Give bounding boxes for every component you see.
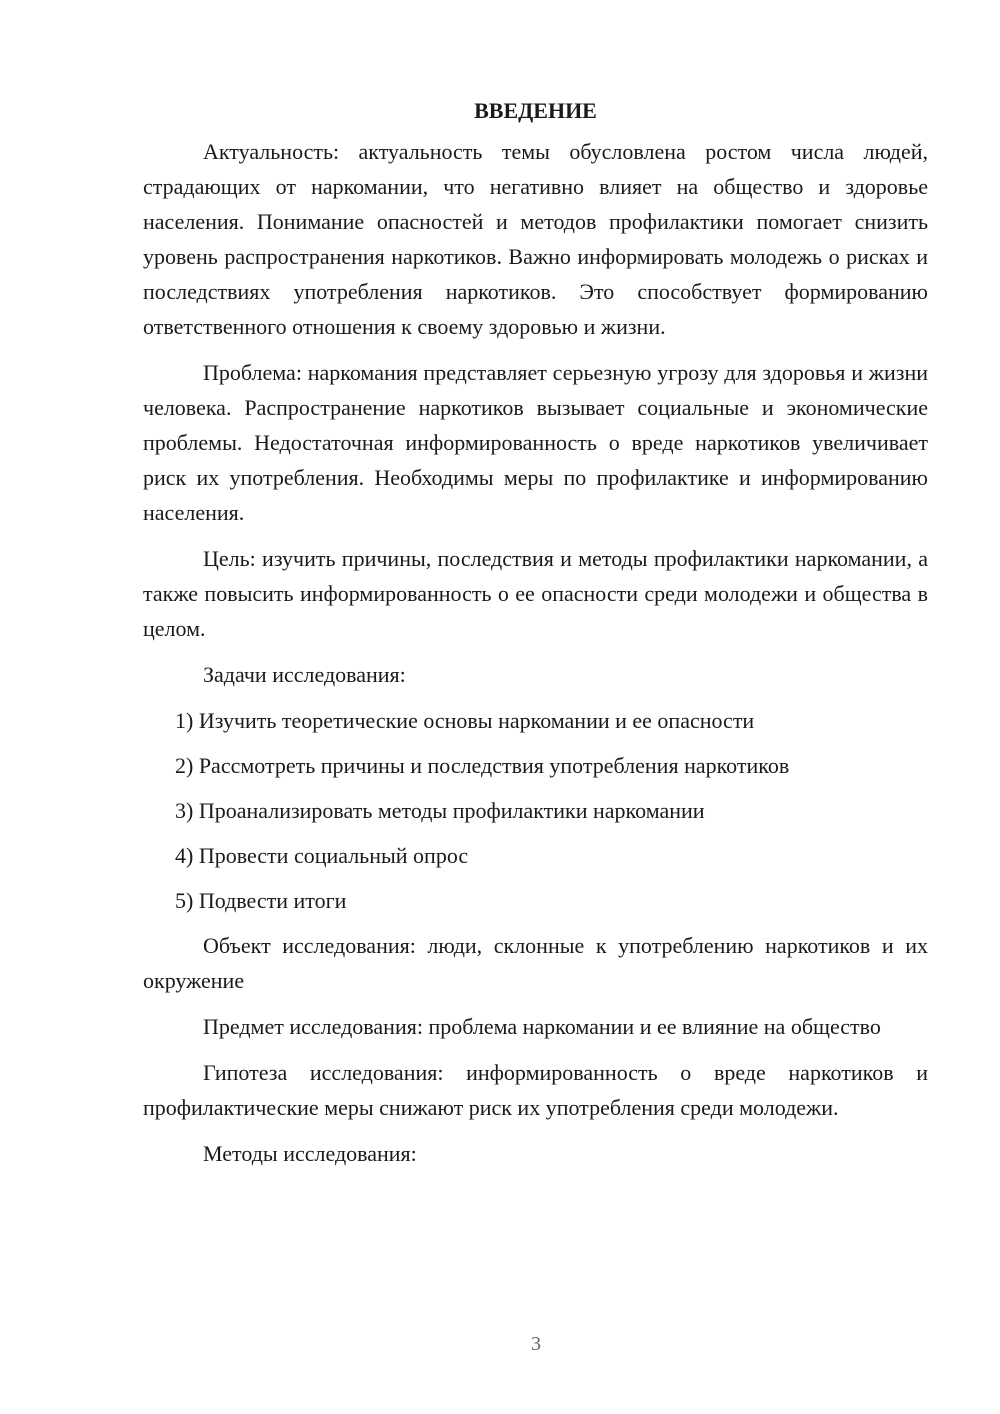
methods-heading: Методы исследования:: [203, 1141, 417, 1166]
problem-paragraph: Проблема: наркомания представляет серьезную угрозу для здоровья и жизни человека. Распространение наркотиков вызывает социальные и экономические проблемы. Недостаточная информированность о вреде наркотиков увеличивает риск их употребления. Необходимы меры по профилактике и информированию населения.: [143, 360, 928, 525]
list-item: 1) Изучить теоретические основы наркомании и ее опасности: [175, 708, 755, 733]
list-item: 3) Проанализировать методы профилактики наркомании: [175, 798, 705, 823]
section-title: ВВЕДЕНИЕ: [474, 98, 597, 123]
document-page: [143, 96, 928, 1182]
goal-paragraph: Цель: изучить причины, последствия и методы профилактики наркомании, а также повысить информированность о ее опасности среди молодежи и общества в целом.: [143, 546, 928, 641]
list-item: 2) Рассмотреть причины и последствия употребления наркотиков: [175, 753, 790, 778]
subject-paragraph: Предмет исследования: проблема наркомании и ее влияние на общество: [203, 1014, 881, 1039]
tasks-list: [143, 703, 928, 918]
hypothesis-paragraph: Гипотеза исследования: информированность о вреде наркотиков и профилактические меры снижают риск их употребления среди молодежи.: [143, 1060, 928, 1120]
page-number: 3: [531, 1333, 541, 1355]
list-item: 5) Подвести итоги: [175, 888, 347, 913]
tasks-heading: Задачи исследования:: [203, 662, 406, 687]
list-item: 4) Провести социальный опрос: [175, 843, 469, 868]
object-paragraph: Объект исследования: люди, склонные к употреблению наркотиков и их окружение: [143, 933, 928, 993]
relevance-paragraph: Актуальность: актуальность темы обусловлена ростом числа людей, страдающих от наркомании, что негативно влияет на общество и здоровье населения. Понимание опасностей и методов профилактики помогает снизить уровень распространения наркотиков. Важно информировать молодежь о рисках и последствиях употребления наркотиков. Это способствует формированию ответственного отношения к своему здоровью и жизни.: [143, 139, 928, 339]
